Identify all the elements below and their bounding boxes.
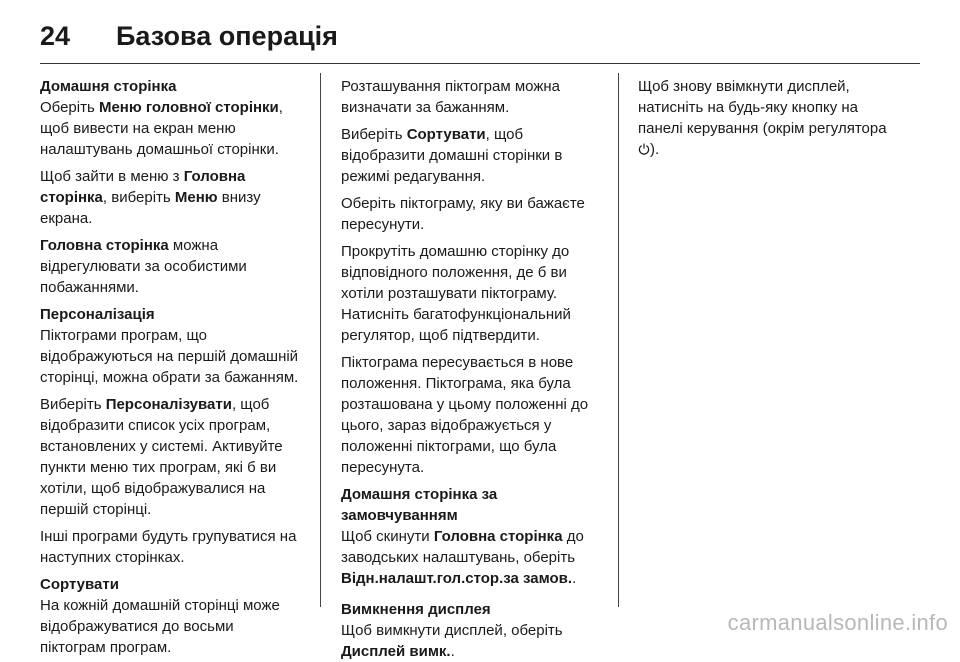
- column-3: [638, 76, 900, 160]
- page-header: [40, 14, 920, 58]
- column-2: [341, 76, 603, 662]
- header-divider: [40, 63, 920, 64]
- column-1: [40, 76, 302, 658]
- paragraph: Щоб скинути Головна сторінка до заводських налаштувань, оберіть Відн.налашт.гол.стор.за замов..: [341, 528, 584, 587]
- paragraph: Головна сторінка можна відрегулювати за особистими побажаннями.: [40, 237, 247, 296]
- paragraph: Виберіть Персоналізувати, щоб відобразити список усіх програм, встановлених у системі. Активуйте пункти меню тих програм, які б ви хотіли, щоб відображувалися на першій сторінці.: [40, 396, 283, 518]
- paragraph: Щоб вимкнути дисплей, оберіть Дисплей вимк..: [341, 622, 563, 660]
- paragraph: Піктограми програм, що відображуються на першій домашній сторінці, можна обрати за бажанням.: [40, 327, 299, 386]
- paragraph: Щоб зайти в меню з Головна сторінка, виберіть Меню внизу екрана.: [40, 168, 261, 227]
- column-divider-2: [618, 73, 619, 607]
- paragraph: Оберіть Меню головної сторінки, щоб вивести на екран меню налаштувань домашньої сторінки.: [40, 99, 283, 158]
- heading-home-page: Домашня сторінка: [40, 78, 177, 95]
- heading-personalization: Персоналізація: [40, 306, 155, 323]
- section-title: Базова операція: [116, 20, 338, 51]
- paragraph: Щоб знову ввімкнути дисплей, натисніть на будь-яку кнопку на панелі керування (окрім регулятора ).: [638, 78, 887, 158]
- paragraph: Інші програми будуть групуватися на наступних сторінках.: [40, 528, 297, 566]
- paragraph: Виберіть Сортувати, щоб відобразити домашні сторінки в режимі редагування.: [341, 126, 563, 185]
- paragraph: Прокрутіть домашню сторінку до відповідного положення, де б ви хотіли розташувати піктограму. Натисніть багатофункціональний регулятор, щоб підтвердити.: [341, 243, 571, 344]
- paragraph: На кожній домашній сторінці може відображуватися до восьми піктограм програм.: [40, 597, 280, 656]
- heading-default-home-page: Домашня сторінка за замовчуванням: [341, 486, 498, 524]
- page-number: 24: [40, 20, 71, 51]
- paragraph: Піктограма пересувається в нове положення. Піктограма, яка була розташована у цьому положенні до цього, зараз відображується у положенні піктограми, що була пересунута.: [341, 354, 589, 476]
- power-icon: [638, 143, 650, 155]
- watermark: carmanualsonline.info: [727, 610, 948, 635]
- paragraph: Оберіть піктограму, яку ви бажаєте пересунути.: [341, 195, 585, 233]
- heading-sort: Сортувати: [40, 576, 119, 593]
- paragraph: Розташування піктограм можна визначати за бажанням.: [341, 78, 560, 116]
- column-divider-1: [320, 73, 321, 607]
- heading-display-off: Вимкнення дисплея: [341, 601, 491, 618]
